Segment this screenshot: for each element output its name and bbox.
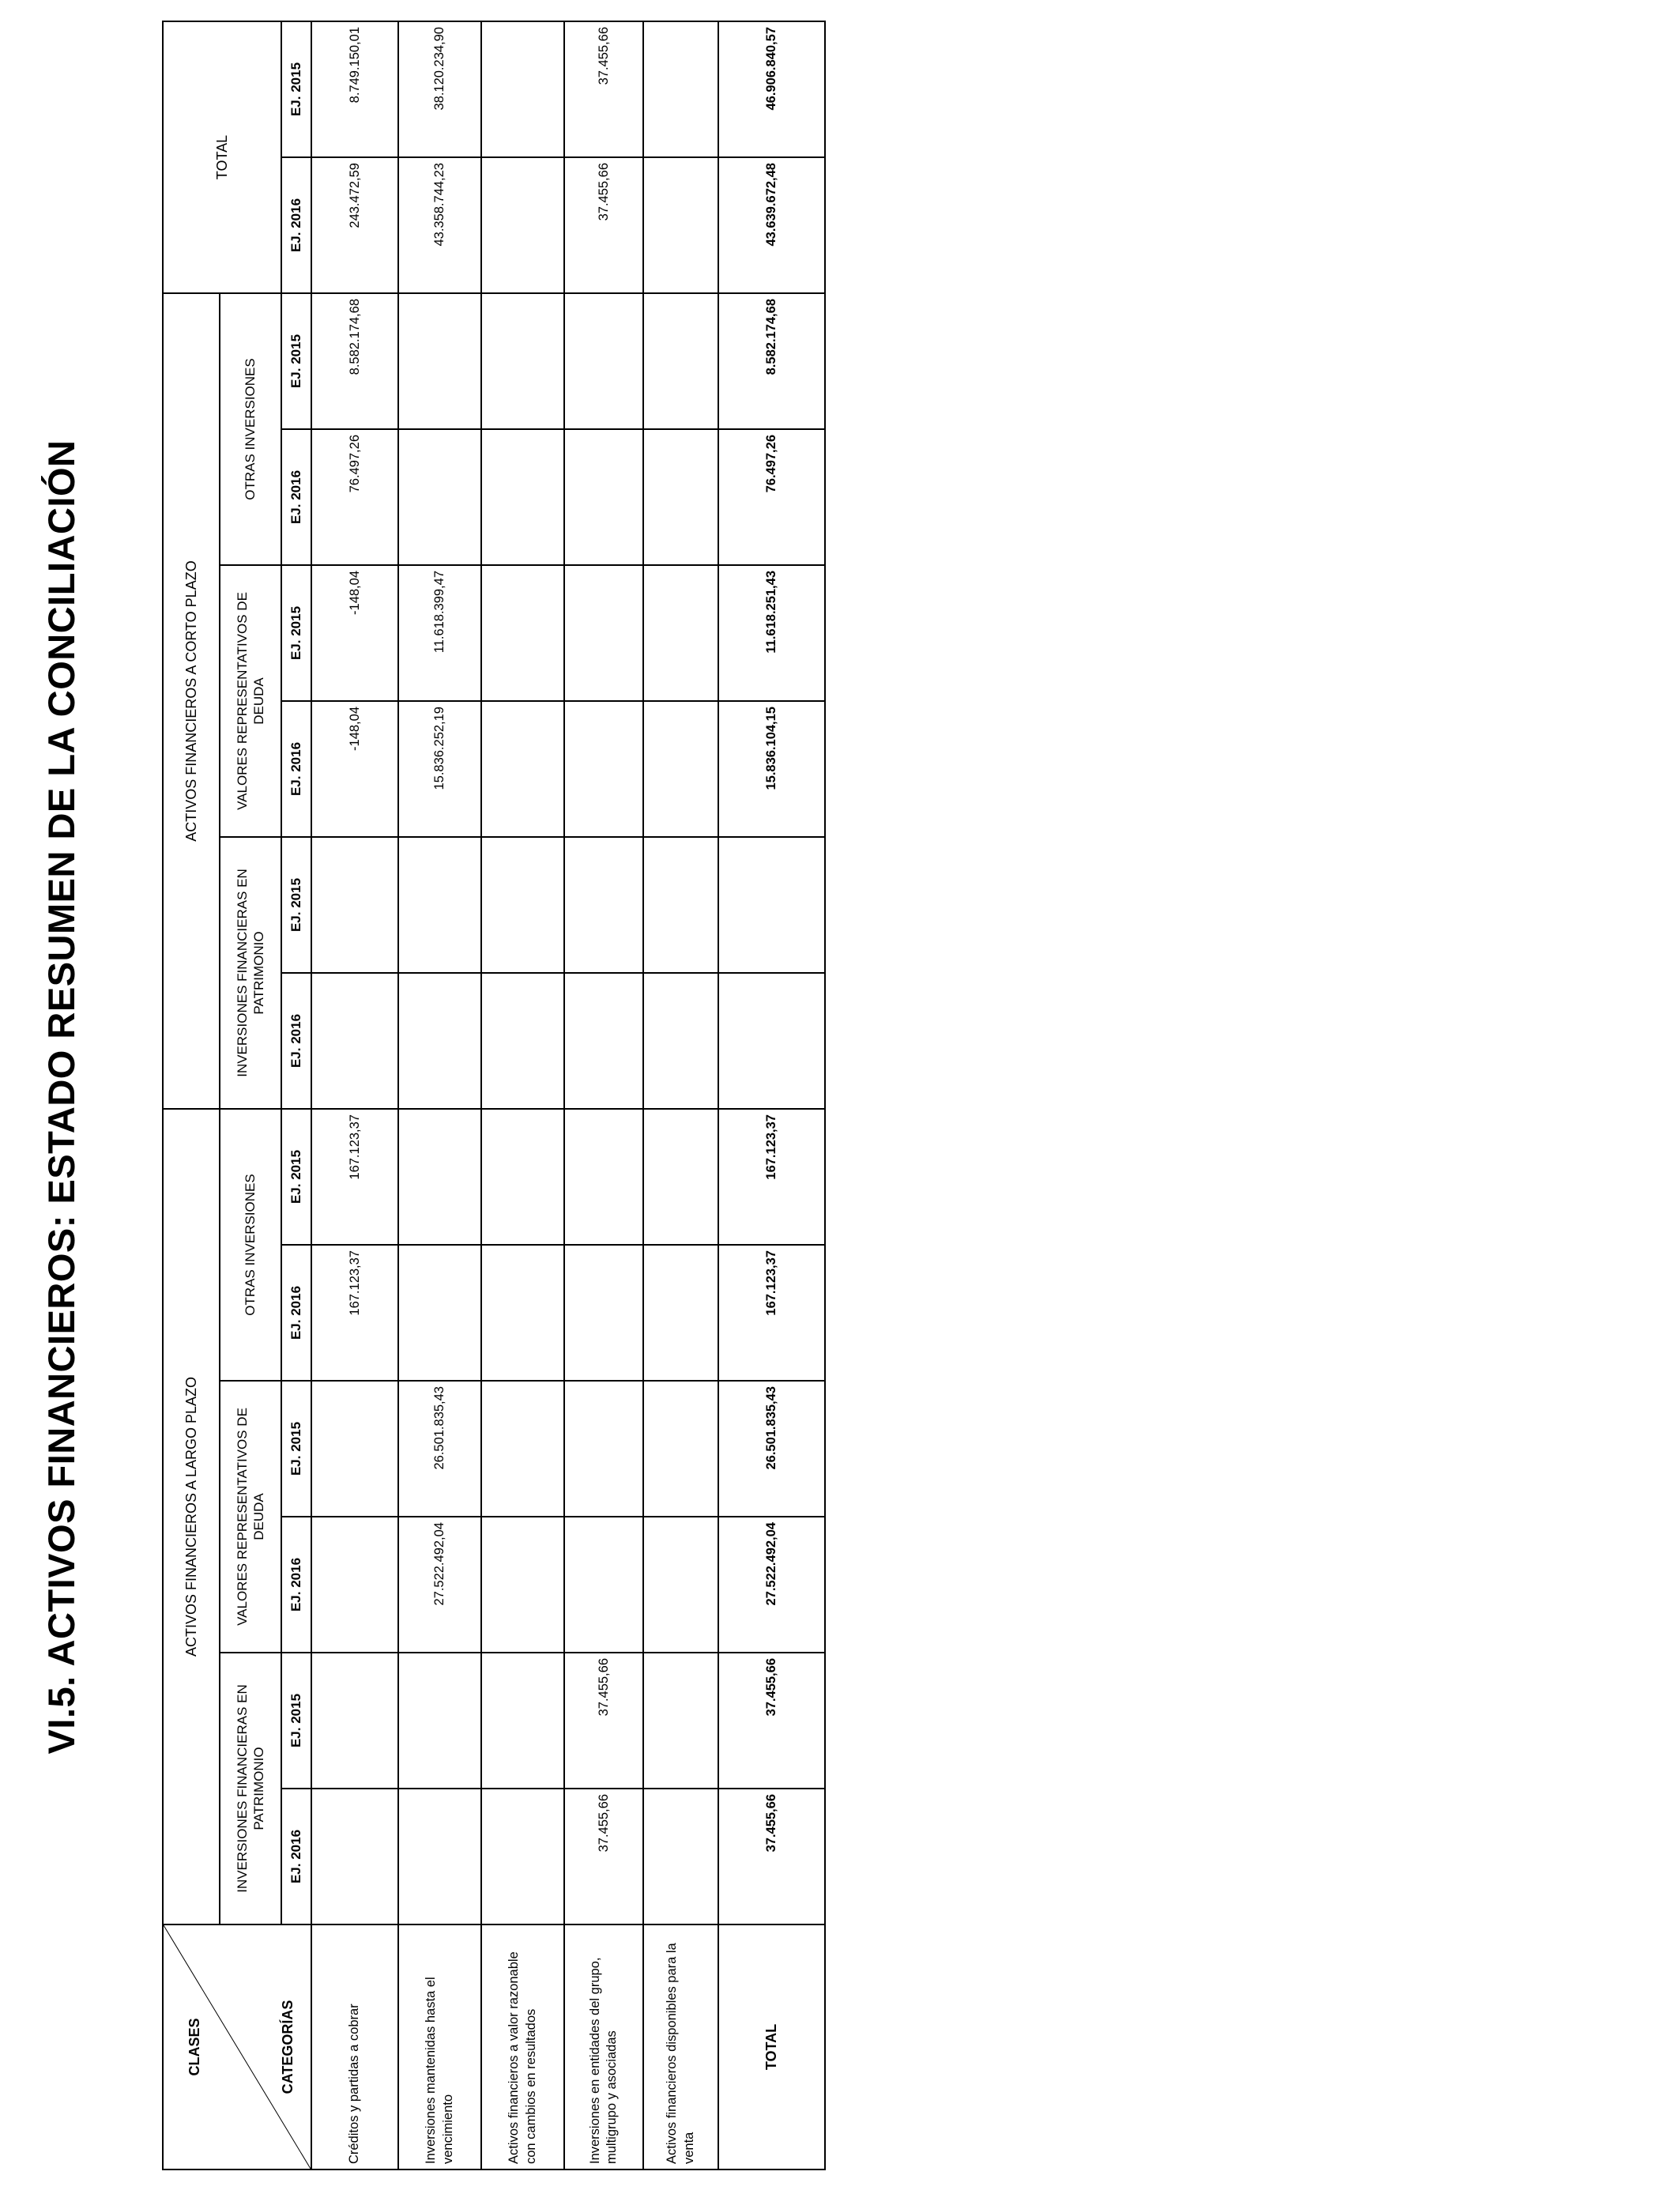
cell [311,1381,398,1517]
header-cp-otras: OTRAS INVERSIONES [220,293,281,565]
cell [481,973,564,1109]
cell [643,1381,718,1517]
cell: 8.749.150,01 [311,21,398,157]
table-row [311,21,398,2169]
cell: 8.582.174,68 [311,293,398,429]
cell: 167.123,37 [718,1109,825,1245]
header-total: TOTAL [163,21,281,293]
cell: 8.582.174,68 [718,293,825,429]
cell: 43.639.672,48 [718,157,825,293]
header-corner [163,1924,311,2169]
row-label: TOTAL [718,1924,825,2169]
row-label: Activos financieros disponibles para la venta [643,1924,718,2169]
cell [643,1789,718,1924]
year-2015: EJ. 2015 [281,1381,311,1517]
cell: 167.123,37 [718,1245,825,1381]
header-cp-deuda: VALORES REPRESENTATIVOS DE DEUDA [220,565,281,837]
table-container [162,21,826,2170]
cell [311,973,398,1109]
cell [643,429,718,565]
row-label: Activos financieros a valor razonable con cambios en resultados [481,1924,564,2169]
cell [643,1245,718,1381]
cell [564,1245,643,1381]
cell [398,837,481,973]
cell [481,293,564,429]
cell: -148,04 [311,701,398,837]
cell [643,701,718,837]
cell [481,1109,564,1245]
row-label: Inversiones mantenidas hasta el vencimiento [398,1924,481,2169]
cell: 37.455,66 [564,1653,643,1789]
cell: 27.522.492,04 [398,1517,481,1653]
cell: 37.455,66 [564,157,643,293]
cell [643,293,718,429]
header-categorias: CATEGORÍAS [279,2000,296,2094]
cell: -148,04 [311,565,398,701]
cell [718,837,825,973]
year-2016: EJ. 2016 [281,1789,311,1924]
year-2015: EJ. 2015 [281,565,311,701]
cell [481,1789,564,1924]
cell [481,157,564,293]
year-2016: EJ. 2016 [281,701,311,837]
cell [481,1245,564,1381]
cell [398,1109,481,1245]
header-lp-patrimonio: INVERSIONES FINANCIERAS EN PATRIMONIO [220,1653,281,1924]
year-header-row [281,21,311,2169]
table-row [398,21,481,2169]
cell [643,21,718,157]
cell [398,1789,481,1924]
cell: 26.501.835,43 [718,1381,825,1517]
year-2015: EJ. 2015 [281,837,311,973]
page-title: VI.5. ACTIVOS FINANCIEROS: ESTADO RESUMEN DE LA CONCILIACIÓN [40,439,82,1755]
total-row [718,21,825,2169]
cell [398,973,481,1109]
header-lp-otras: OTRAS INVERSIONES [220,1109,281,1381]
cell: 76.497,26 [718,429,825,565]
cell: 37.455,66 [564,1789,643,1924]
cell [564,837,643,973]
cell [643,157,718,293]
cell: 243.472,59 [311,157,398,293]
cell [481,565,564,701]
header-cp-patrimonio: INVERSIONES FINANCIERAS EN PATRIMONIO [220,837,281,1109]
cell: 11.618.251,43 [718,565,825,701]
cell: 15.836.104,15 [718,701,825,837]
cell: 11.618.399,47 [398,565,481,701]
cell: 43.358.744,23 [398,157,481,293]
cell: 37.455,66 [718,1653,825,1789]
cell [564,293,643,429]
cell [311,1789,398,1924]
cell: 46.906.840,57 [718,21,825,157]
cell [481,1517,564,1653]
cell [398,1653,481,1789]
year-2016: EJ. 2016 [281,973,311,1109]
header-largo-plazo: ACTIVOS FINANCIEROS A LARGO PLAZO [163,1109,220,1924]
year-2015: EJ. 2015 [281,21,311,157]
cell [643,1653,718,1789]
year-2015: EJ. 2015 [281,1653,311,1789]
cell [311,1517,398,1653]
cell: 27.522.492,04 [718,1517,825,1653]
header-corto-plazo: ACTIVOS FINANCIEROS A CORTO PLAZO [163,293,220,1109]
cell [718,973,825,1109]
cell [564,1517,643,1653]
cell: 15.836.252,19 [398,701,481,837]
cell [481,701,564,837]
row-label: Inversiones en entidades del grupo, multigrupo y asociadas [564,1924,643,2169]
year-2016: EJ. 2016 [281,429,311,565]
cell [564,1109,643,1245]
table-row [643,21,718,2169]
year-2016: EJ. 2016 [281,1245,311,1381]
cell [643,1109,718,1245]
cell: 37.455,66 [564,21,643,157]
cell: 76.497,26 [311,429,398,565]
cell: 37.455,66 [718,1789,825,1924]
cell: 26.501.835,43 [398,1381,481,1517]
year-2016: EJ. 2016 [281,1517,311,1653]
cell [311,1653,398,1789]
table-row [564,21,643,2169]
table-row [481,21,564,2169]
cell: 38.120.234,90 [398,21,481,157]
cell [643,1517,718,1653]
conciliation-table [162,21,826,2170]
cell: 167.123,37 [311,1245,398,1381]
row-label: Créditos y partidas a cobrar [311,1924,398,2169]
cell [564,565,643,701]
header-clases: CLASES [186,2018,202,2076]
cell [398,293,481,429]
cell [564,429,643,565]
cell [481,429,564,565]
cell [643,973,718,1109]
cell [643,837,718,973]
cell [481,1381,564,1517]
cell [398,429,481,565]
cell [564,973,643,1109]
year-2016: EJ. 2016 [281,157,311,293]
cell [481,21,564,157]
cell [564,1381,643,1517]
header-lp-deuda: VALORES REPRESENTATIVOS DE DEUDA [220,1381,281,1653]
cell [643,565,718,701]
cell [564,701,643,837]
year-2015: EJ. 2015 [281,293,311,429]
cell [481,837,564,973]
cell [398,1245,481,1381]
cell: 167.123,37 [311,1109,398,1245]
cell [481,1653,564,1789]
cell [311,837,398,973]
year-2015: EJ. 2015 [281,1109,311,1245]
